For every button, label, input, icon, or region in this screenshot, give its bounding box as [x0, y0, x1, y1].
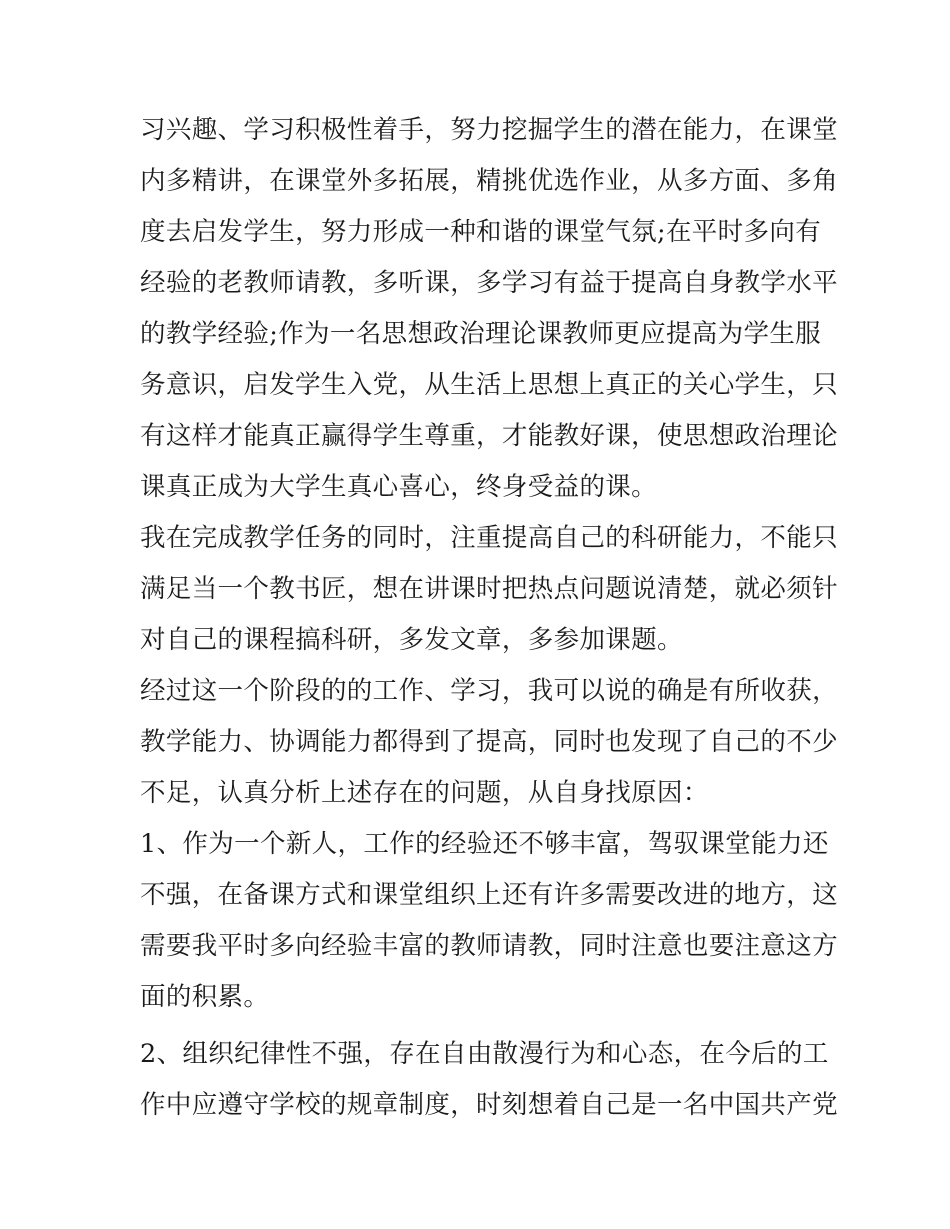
text-line: 需要我平时多向经验丰富的教师请教，同时注意也要注意这方 — [140, 931, 838, 961]
document-body — [140, 105, 838, 1131]
text-line: 教学能力、协调能力都得到了提高，同时也发现了自己的不少 — [140, 727, 838, 757]
text-line: 对自己的课程搞科研，多发文章，多参加课题。 — [140, 625, 683, 655]
text-line: 课真正成为大学生真心喜心，终身受益的课。 — [140, 472, 658, 502]
text-line: 经过这一个阶段的的工作、学习，我可以说的确是有所收获， — [140, 676, 838, 706]
text-line: 有这样才能真正赢得学生尊重，才能教好课，使思想政治理论 — [140, 421, 838, 451]
text-line: 我在完成教学任务的同时，注重提高自己的科研能力，不能只 — [140, 523, 838, 553]
text-line: 面的积累。 — [140, 982, 270, 1012]
text-line: 内多精讲，在课堂外多拓展，精挑优选作业，从多方面、多角 — [140, 166, 838, 196]
text-line: 务意识，启发学生入党，从生活上思想上真正的关心学生，只 — [140, 370, 838, 400]
text-line: 经验的老教师请教，多听课，多学习有益于提高自身教学水平 — [140, 268, 838, 298]
text-line: 满足当一个教书匠，想在讲课时把热点问题说清楚，就必须针 — [140, 574, 838, 604]
text-line: 2、组织纪律性不强，存在自由散漫行为和心态，在今后的工 — [140, 1039, 829, 1069]
text-line: 作中应遵守学校的规章制度，时刻想着自己是一名中国共产党 — [140, 1090, 838, 1120]
text-line: 度去启发学生，努力形成一种和谐的课堂气氛;在平时多向有 — [140, 217, 822, 247]
text-line: 的教学经验;作为一名思想政治理论课教师更应提高为学生服 — [140, 319, 822, 349]
text-line: 不足，认真分析上述存在的问题，从自身找原因： — [140, 778, 709, 808]
text-line: 习兴趣、学习积极性着手，努力挖掘学生的潜在能力，在课堂 — [140, 115, 838, 145]
text-line: 1、作为一个新人，工作的经验还不够丰富，驾驭课堂能力还 — [140, 829, 829, 859]
text-line: 不强，在备课方式和课堂组织上还有许多需要改进的地方，这 — [140, 880, 838, 910]
